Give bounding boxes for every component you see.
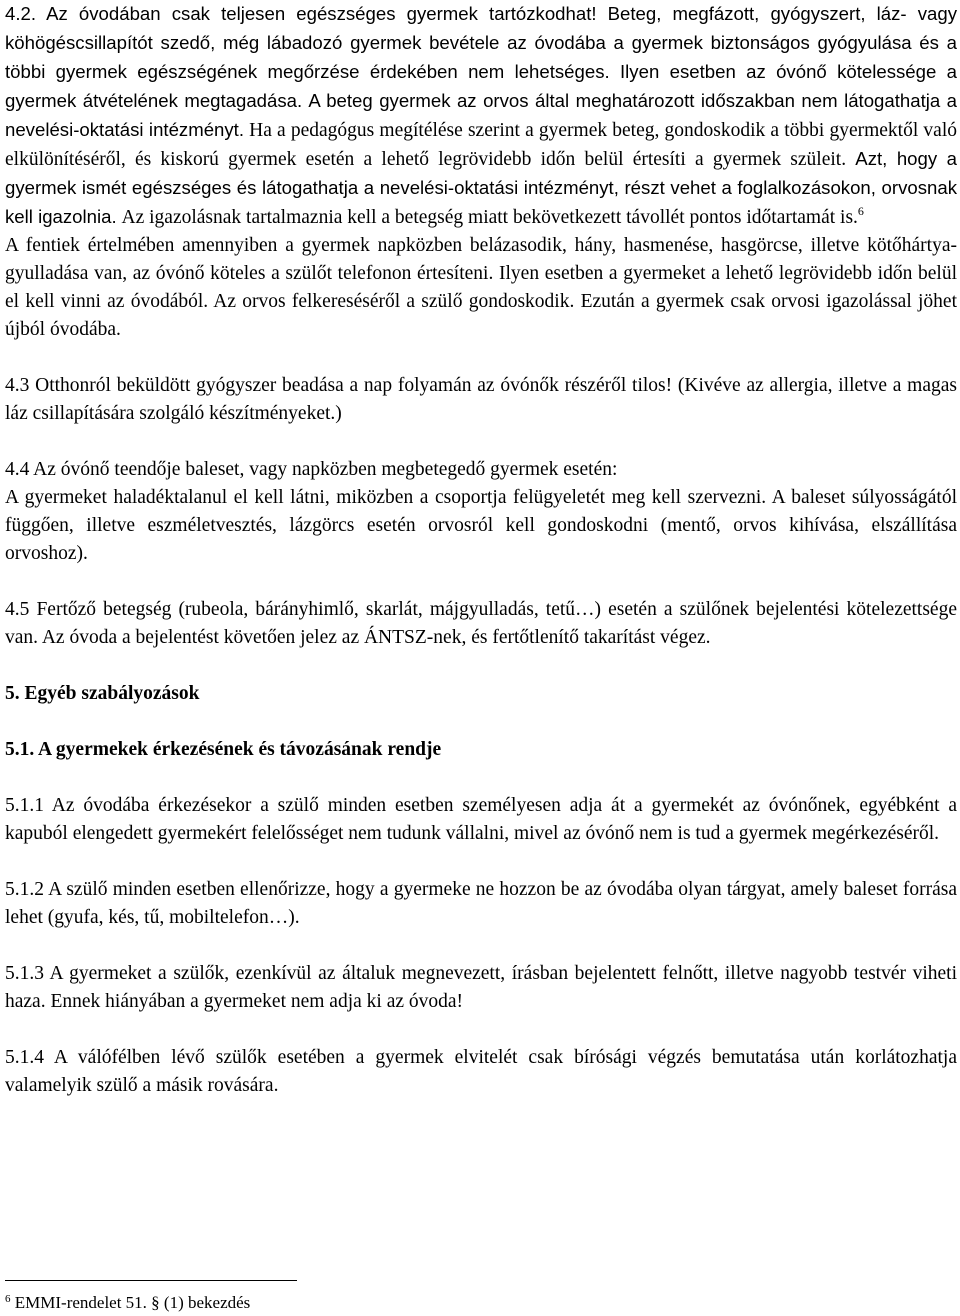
heading-5-1: 5.1. A gyermekek érkezésének és távozásának rendje — [5, 739, 442, 760]
paragraph-4-2-part-1: 4.2. Az óvodában csak teljesen egészséges gyermek tartózkodhat! Beteg, megfázott, gyógyszert, láz- vagy köhögéscsillapítót szedő, még lábadozó gyermek bevétele az óvodába a gyermek biztonságos gyógyulása és a többi gyermek egészségének megőrzése érdekében nem lehetséges. Ilyen esetben az óvónő kötelessége a gyermek átvételének megtagadása. — [5, 3, 957, 111]
footnote-reference: 6 — [857, 204, 864, 218]
paragraph-5-1-4: 5.1.4 A válófélben lévő szülők esetében a gyermek elvitelét csak bírósági végzés bemutatása után korlátozhatja valamelyik szülő a másik rovására. — [5, 1047, 957, 1096]
paragraph-4-4-body: A gyermeket haladéktalanul el kell látni, miközben a csoportja felügyeletét meg kell szervezni. A baleset súlyosságától függően, illetve eszméletvesztés, lázgörcs esetén orvosról kell gondoskodni (mentő, orvos kihívása, elszállítása orvoshoz). — [5, 487, 957, 564]
paragraph-4-2-part-5: Az igazolásnak tartalmaznia kell a betegség miatt bekövetkezett távollét pontos időtartamát is. — [121, 207, 858, 228]
paragraph-4-2-part-4: Azt, hogy a gyermek ismét egészséges és látogathatja a nevelési-oktatási intézményt, részt vehet a foglalkozásokon, orvosnak kell igazolnia. — [5, 148, 958, 227]
heading-5: 5. Egyéb szabályozások — [5, 683, 200, 704]
paragraph-5-1-2: 5.1.2 A szülő minden esetben ellenőrizze, hogy a gyermeke ne hozzon be az óvodába olyan tárgyat, amely baleset forrása lehet (gyufa, kés, tű, mobiltelefon…). — [5, 879, 957, 928]
footnote — [5, 1293, 250, 1313]
document-page — [5, 0, 957, 1100]
paragraph-4-3: 4.3 Otthonról beküldött gyógyszer beadása a nap folyamán az óvónők részéről tilos! (Kivéve az allergia, illetve a magas láz csillapítására szolgáló készítményeket.) — [5, 375, 957, 424]
paragraph-4-4-heading: 4.4 Az óvónő teendője baleset, vagy napközben megbetegedő gyermek esetén: — [5, 459, 618, 480]
paragraph-4-5: 4.5 Fertőző betegség (rubeola, bárányhimlő, skarlát, májgyulladás, tetű…) esetén a szülőnek bejelentési kötelezettsége van. Az óvoda a bejelentést követően jelez az ÁNTSZ-nek, és fertőtlenítő takarítást végez. — [5, 599, 957, 648]
paragraph-4-2-part-2: A beteg gyermek az orvos által meghatározott időszakban nem látogathatja a nevelési-oktatási intézményt. — [5, 90, 958, 140]
paragraph-4-2 — [5, 0, 957, 232]
footnote-separator — [5, 1280, 297, 1281]
paragraph-5-1-3: 5.1.3 A gyermeket a szülők, ezenkívül az általuk megnevezett, írásban bejelentett felnőtt, illetve nagyobb testvér viheti haza. Ennek hiányában a gyermeket nem adja ki az óvoda! — [5, 963, 957, 1012]
paragraph-5-1-1: 5.1.1 Az óvodába érkezésekor a szülő minden esetben személyesen adja át a gyermekét az óvónőnek, egyébként a kapuból elengedett gyermekért felelősséget nem tudunk vállalni, mivel az óvónő nem is tud a gyermek megérkezéséről. — [5, 795, 957, 844]
footnote-text: EMMI-rendelet 51. § (1) bekezdés — [14, 1293, 251, 1312]
footnote-number: 6 — [5, 1293, 11, 1305]
paragraph-4-2-part-3: Ha a pedagógus megítélése szerint a gyermek beteg, gondoskodik a többi gyermektől való elkülönítéséről, és kiskorú gyermek esetén a lehető legrövidebb időn belül értesíti a gyermek szüleit. — [5, 120, 957, 170]
paragraph-fentiek: A fentiek értelmében amennyiben a gyermek napközben belázasodik, hány, hasmenése, hasgörcse, illetve kötőhártya-gyulladása van, az óvónő köteles a szülőt telefonon értesíteni. Ilyen esetben a gyermeket a lehető legrövidebb időn belül el kell vinni az óvodából. Az orvos felkereséséről a szülő gondoskodik. Ezután a gyermek csak orvosi igazolással jöhet újból óvodába. — [5, 235, 957, 340]
